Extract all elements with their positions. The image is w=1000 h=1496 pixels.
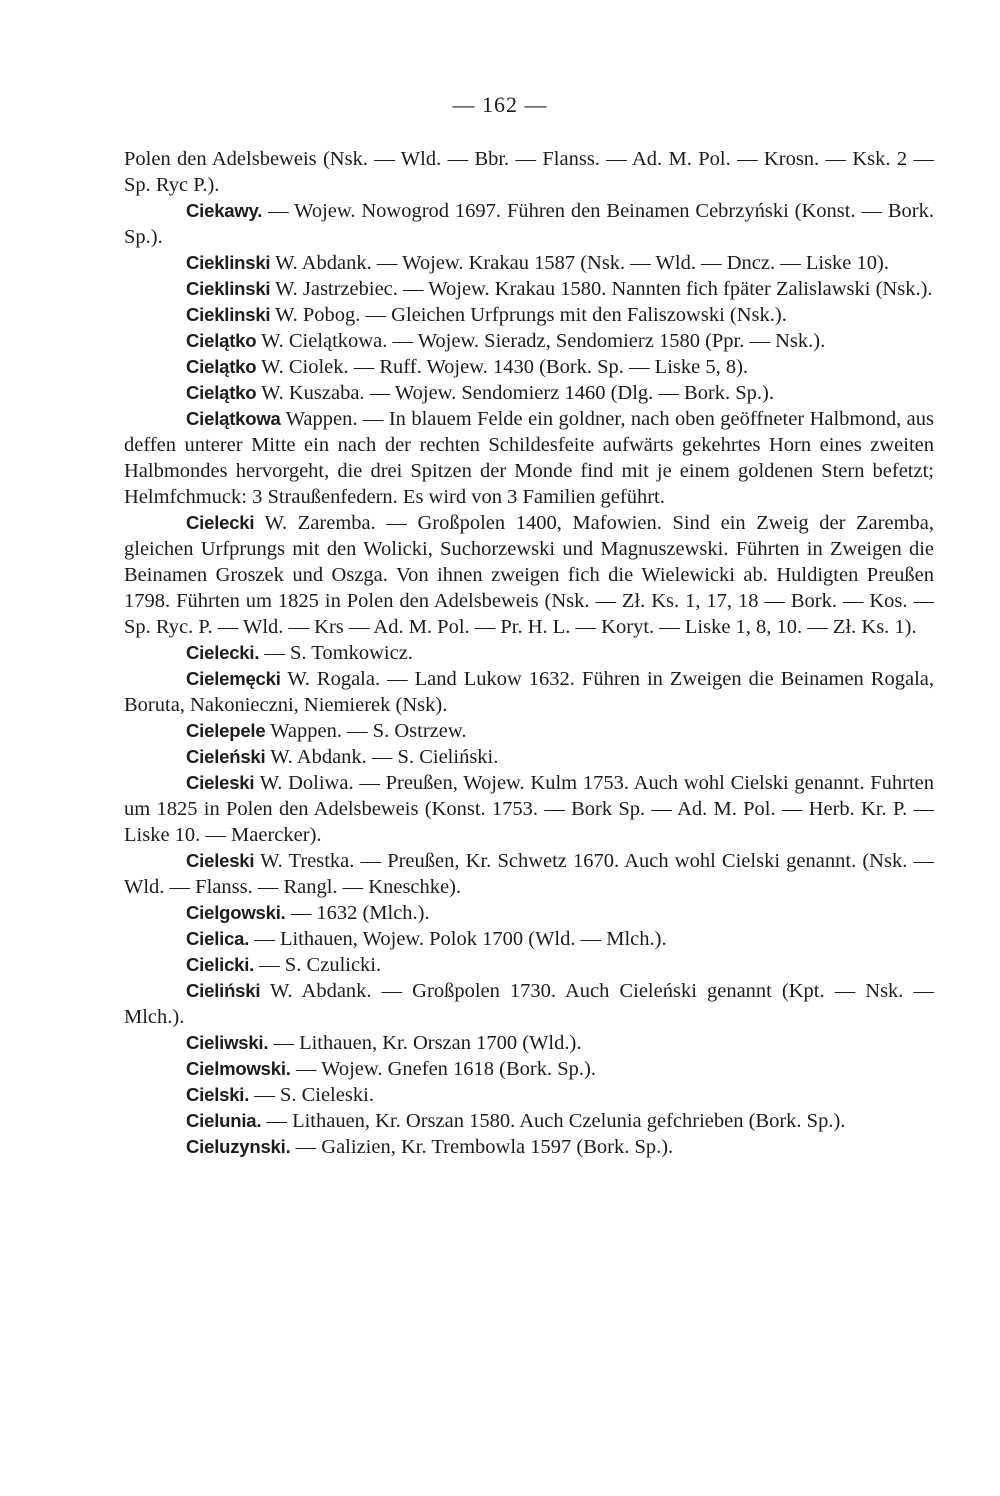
entry: [124, 1108, 934, 1134]
entry-name: Cieliwski.: [186, 1032, 269, 1053]
entry-text: W. Zaremba. — Großpolen 1400, Mafowien. Sind ein Zweig der Zaremba, gleichen Urfprungs mit den Wolicki, Suchorzewski und Magnuszewski. Führten in Zweigen die Beinamen Groszek und Oszga. Von ihnen zweigen fich die Wielewicki ab. Huldigten Preußen 1798. Führten um 1825 in Polen den Adelsbeweis (Nsk. — Zł. Ks. 1, 17, 18 — Bork. — Kos. — Sp. Ryc. P. — Wld. — Krs — Ad. M. Pol. — Pr. H. L. — Koryt. — Liske 1, 8, 10. — Zł. Ks. 1).: [124, 512, 934, 638]
entry: [124, 900, 934, 926]
entry-name: Cielątko: [186, 356, 257, 377]
entry-name: Cielątkowa: [186, 408, 281, 429]
entry: [124, 718, 934, 744]
entry: [124, 198, 934, 250]
entry-name: Cielica.: [186, 928, 250, 949]
entry-name: Cieleński: [186, 746, 266, 767]
entry-text: W. Abdank. — S. Cieliński.: [265, 746, 499, 768]
entry-text: W. Kuszaba. — Wojew. Sendomierz 1460 (Dlg. — Bork. Sp.).: [256, 382, 774, 404]
entry-text: — Wojew. Gnefen 1618 (Bork. Sp.).: [290, 1058, 596, 1080]
entry-name: Cielemęcki: [186, 668, 281, 689]
entry: [124, 1082, 934, 1108]
entry-name: Cielski.: [186, 1084, 250, 1105]
entry-name: Cieleski: [186, 850, 255, 871]
entry-text: — Wojew. Nowogrod 1697. Führen den Beinamen Cebrzyński (Konst. — Bork. Sp.).: [124, 200, 934, 248]
entry-text: W. Abdank. — Großpolen 1730. Auch Cieleński genannt (Kpt. — Nsk. — Mlch.).: [124, 980, 934, 1028]
entry-text: — Galizien, Kr. Trembowla 1597 (Bork. Sp.).: [290, 1136, 674, 1158]
entry: [124, 276, 934, 302]
entry-name: Cieliński: [186, 980, 261, 1001]
entry-name: Cielątko: [186, 382, 257, 403]
entry: [124, 1030, 934, 1056]
entry: [124, 666, 934, 718]
entry-name: Ciekawy.: [186, 200, 263, 221]
entry: [124, 250, 934, 276]
entry-name: Cielepele: [186, 720, 266, 741]
continuation-paragraph: Polen den Adelsbeweis (Nsk. — Wld. — Bbr. — Flanss. — Ad. M. Pol. — Krosn. — Ksk. 2 — Sp. Ryc P.).: [124, 148, 934, 196]
entry-text: Wappen. — In blauem Felde ein goldner, nach oben geöffneter Halbmond, aus deffen unterer Mitte ein nach der rechten Schildesfeite aufwärts gekehrtes Horn eines zweiten Halbmondes hervorgeht, die drei Spitzen der Monde find mit je einem goldenen Stern befetzt; Helmfchmuck: 3 Straußenfedern. Es wird von 3 Familien geführt.: [124, 408, 934, 508]
text-body: [124, 146, 934, 1160]
entry-text: W. Pobog. — Gleichen Urfprungs mit den Faliszowski (Nsk.).: [270, 304, 787, 326]
entry-name: Cielecki: [186, 512, 255, 533]
entry: [124, 978, 934, 1030]
entry: [124, 744, 934, 770]
entry: [124, 848, 934, 900]
entry-text: W. Trestka. — Preußen, Kr. Schwetz 1670. Auch wohl Cielski genannt. (Nsk. — Wld. — Flanss. — Rangl. — Kneschke).: [124, 850, 934, 898]
entry-text: W. Doliwa. — Preußen, Wojew. Kulm 1753. Auch wohl Cielski genannt. Fuhrten um 1825 in Polen den Adelsbeweis (Konst. 1753. — Bork Sp. — Ad. M. Pol. — Herb. Kr. P. — Liske 10. — Maercker).: [124, 772, 934, 846]
entry-list: [124, 198, 934, 1160]
entry-name: Cielątko: [186, 330, 257, 351]
entry-text: — S. Tomkowicz.: [259, 642, 413, 664]
entry-name: Cielicki.: [186, 954, 255, 975]
entry-text: W. Jastrzebiec. — Wojew. Krakau 1580. Nannten fich fpäter Zalislawski (Nsk.).: [270, 278, 933, 300]
entry-name: Cieleski: [186, 772, 255, 793]
entry: [124, 770, 934, 848]
entry: [124, 380, 934, 406]
entry: [124, 328, 934, 354]
entry: [124, 926, 934, 952]
entry: [124, 640, 934, 666]
entry: [124, 952, 934, 978]
entry-text: — Lithauen, Kr. Orszan 1700 (Wld.).: [268, 1032, 582, 1054]
entry-text: — Lithauen, Wojew. Polok 1700 (Wld. — Mlch.).: [249, 928, 667, 950]
entry-text: — S. Cieleski.: [249, 1084, 374, 1106]
entry: [124, 354, 934, 380]
entry-name: Cielmowski.: [186, 1058, 291, 1079]
entry: [124, 406, 934, 510]
entry: [124, 302, 934, 328]
entry-text: W. Rogala. — Land Lukow 1632. Führen in Zweigen die Beinamen Rogala, Boruta, Nakonieczni, Niemierek (Nsk).: [124, 668, 934, 716]
entry-name: Cielunia.: [186, 1110, 262, 1131]
entry-name: Cielgowski.: [186, 902, 286, 923]
entry-name: Cieklinski: [186, 304, 271, 325]
entry: [124, 1134, 934, 1160]
entry-text: Wappen. — S. Ostrzew.: [265, 720, 467, 742]
entry-name: Cieluzynski.: [186, 1136, 291, 1157]
entry-text: — S. Czulicki.: [254, 954, 382, 976]
entry-text: W. Cielątkowa. — Wojew. Sieradz, Sendomierz 1580 (Ppr. — Nsk.).: [256, 330, 826, 352]
entry-text: W. Ciolek. — Ruff. Wojew. 1430 (Bork. Sp. — Liske 5, 8).: [256, 356, 749, 378]
entry-name: Cielecki.: [186, 642, 260, 663]
entry: [124, 1056, 934, 1082]
entry: [124, 510, 934, 640]
entry-name: Cieklinski: [186, 278, 271, 299]
entry-name: Cieklinski: [186, 252, 271, 273]
entry-text: W. Abdank. — Wojew. Krakau 1587 (Nsk. — Wld. — Dncz. — Liske 10).: [270, 252, 889, 274]
entry-text: — Lithauen, Kr. Orszan 1580. Auch Czelunia gefchrieben (Bork. Sp.).: [261, 1110, 846, 1132]
entry-text: — 1632 (Mlch.).: [285, 902, 430, 924]
page-number: — 162 —: [452, 92, 548, 117]
